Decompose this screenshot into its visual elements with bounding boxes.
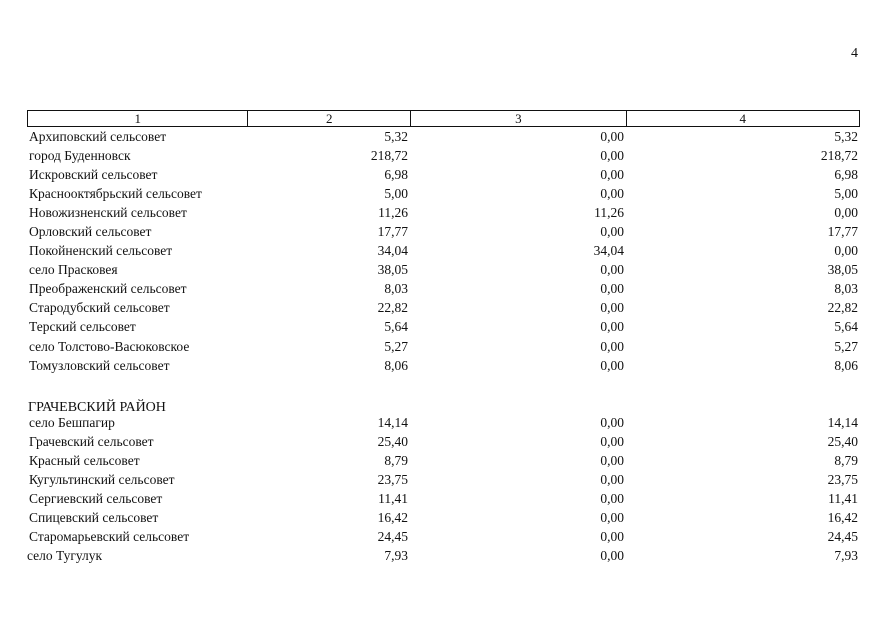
- row-value-col3: 0,00: [600, 319, 624, 335]
- row-value-col4: 218,72: [820, 147, 858, 163]
- row-value-col2: 11,41: [378, 491, 408, 507]
- row-name-cell: село Тугулук: [27, 548, 103, 564]
- page-number: 4: [851, 46, 858, 61]
- table-group-2: [27, 413, 860, 566]
- table-row: [27, 280, 860, 299]
- row-value-col2: 5,64: [384, 319, 408, 335]
- row-value-col4: 7,93: [834, 548, 858, 564]
- table-row: [27, 318, 860, 337]
- row-name-cell: Старомарьевский сельсовет: [29, 529, 190, 545]
- row-name-cell: село Прасковея: [29, 262, 118, 278]
- row-value-col2: 8,06: [384, 357, 408, 373]
- row-value-col3: 0,00: [600, 472, 624, 488]
- table-row: [27, 146, 860, 165]
- row-value-col2: 7,93: [384, 548, 408, 564]
- row-value-col2: 5,32: [384, 128, 408, 144]
- table-group-1: [27, 127, 860, 375]
- row-name-cell: Спицевский сельсовет: [29, 510, 159, 526]
- row-value-col4: 24,45: [827, 529, 858, 545]
- row-name-cell: Томузловский сельсовет: [29, 357, 170, 373]
- row-value-col4: 14,14: [827, 414, 858, 430]
- row-name-cell: Орловский сельсовет: [29, 224, 152, 240]
- table-row: [27, 242, 860, 261]
- row-value-col2: 8,79: [384, 452, 408, 468]
- table-row: [27, 261, 860, 280]
- data-table: [27, 110, 860, 566]
- row-value-col4: 38,05: [827, 262, 858, 278]
- row-value-col2: 25,40: [377, 433, 408, 449]
- row-value-col2: 34,04: [377, 243, 408, 259]
- table-row: [27, 184, 860, 203]
- row-name-cell: город Буденновск: [29, 147, 131, 163]
- row-value-col2: 6,98: [384, 166, 408, 182]
- row-value-col2: 218,72: [370, 147, 408, 163]
- table-row: [27, 203, 860, 222]
- row-value-col4: 16,42: [827, 510, 858, 526]
- table-row: [27, 509, 860, 528]
- table-row: [27, 432, 860, 451]
- column-header-3: 3: [410, 111, 625, 126]
- column-header-4: 4: [626, 111, 859, 126]
- row-value-col3: 0,00: [600, 510, 624, 526]
- table-row: [27, 528, 860, 547]
- row-value-col4: 5,00: [834, 185, 858, 201]
- row-value-col2: 14,14: [377, 414, 408, 430]
- row-value-col4: 0,00: [834, 243, 858, 259]
- row-value-col2: 5,00: [384, 185, 408, 201]
- row-value-col3: 0,00: [600, 529, 624, 545]
- row-value-col3: 0,00: [600, 338, 624, 354]
- table-row: [27, 356, 860, 375]
- row-value-col3: 0,00: [600, 262, 624, 278]
- row-value-col4: 0,00: [834, 204, 858, 220]
- row-value-col3: 0,00: [600, 147, 624, 163]
- row-value-col2: 23,75: [377, 472, 408, 488]
- row-value-col4: 17,77: [827, 224, 858, 240]
- row-value-col3: 0,00: [600, 491, 624, 507]
- row-name-cell: Стародубский сельсовет: [29, 300, 170, 316]
- row-value-col3: 0,00: [600, 452, 624, 468]
- table-row: [27, 337, 860, 356]
- row-name-cell: Покойненский сельсовет: [29, 243, 173, 259]
- row-value-col3: 0,00: [600, 414, 624, 430]
- row-value-col4: 8,79: [834, 452, 858, 468]
- row-name-cell: Сергиевский сельсовет: [29, 491, 163, 507]
- row-value-col4: 5,64: [834, 319, 858, 335]
- section-title-grachevsky: ГРАЧЕВСКИЙ РАЙОН: [28, 400, 166, 416]
- row-value-col4: 22,82: [827, 300, 858, 316]
- table-row: [27, 127, 860, 146]
- row-name-cell: Архиповский сельсовет: [29, 128, 167, 144]
- row-value-col2: 11,26: [378, 204, 408, 220]
- table-row: [27, 299, 860, 318]
- row-name-cell: Грачевский сельсовет: [29, 433, 154, 449]
- row-value-col4: 8,06: [834, 357, 858, 373]
- row-value-col3: 0,00: [600, 166, 624, 182]
- row-name-cell: Преображенский сельсовет: [29, 281, 187, 297]
- row-value-col2: 22,82: [377, 300, 408, 316]
- row-value-col2: 17,77: [377, 224, 408, 240]
- row-name-cell: Краснооктябрьский сельсовет: [29, 185, 202, 201]
- row-value-col3: 0,00: [600, 433, 624, 449]
- table-row: [27, 165, 860, 184]
- row-value-col3: 0,00: [600, 357, 624, 373]
- row-value-col4: 23,75: [827, 472, 858, 488]
- row-name-cell: село Бешпагир: [29, 414, 115, 430]
- row-value-col3: 0,00: [600, 548, 624, 564]
- row-value-col4: 11,41: [828, 491, 858, 507]
- table-row: [27, 490, 860, 509]
- row-value-col3: 0,00: [600, 300, 624, 316]
- table-row: [27, 547, 860, 566]
- table-row: [27, 222, 860, 241]
- row-name-cell: село Толстово-Васюковское: [29, 338, 190, 354]
- row-value-col4: 5,27: [834, 338, 858, 354]
- table-row: [27, 471, 860, 490]
- table-row: [27, 413, 860, 432]
- table-row: [27, 451, 860, 470]
- row-value-col3: 0,00: [600, 281, 624, 297]
- row-value-col3: 11,26: [594, 204, 624, 220]
- row-value-col3: 0,00: [600, 224, 624, 240]
- row-name-cell: Искровский сельсовет: [29, 166, 158, 182]
- table-header-row: [27, 110, 860, 127]
- row-name-cell: Кугультинский сельсовет: [29, 472, 175, 488]
- row-value-col2: 38,05: [377, 262, 408, 278]
- row-value-col2: 24,45: [377, 529, 408, 545]
- row-value-col4: 6,98: [834, 166, 858, 182]
- row-value-col3: 34,04: [593, 243, 624, 259]
- row-value-col4: 25,40: [827, 433, 858, 449]
- column-header-2: 2: [247, 111, 410, 126]
- column-header-1: 1: [134, 111, 141, 126]
- row-value-col2: 5,27: [384, 338, 408, 354]
- row-value-col4: 8,03: [834, 281, 858, 297]
- row-name-cell: Красный сельсовет: [29, 452, 140, 468]
- row-value-col3: 0,00: [600, 128, 624, 144]
- row-value-col2: 8,03: [384, 281, 408, 297]
- row-value-col3: 0,00: [600, 185, 624, 201]
- row-value-col2: 16,42: [377, 510, 408, 526]
- row-value-col4: 5,32: [834, 128, 858, 144]
- row-name-cell: Новожизненский сельсовет: [29, 204, 187, 220]
- row-name-cell: Терский сельсовет: [29, 319, 136, 335]
